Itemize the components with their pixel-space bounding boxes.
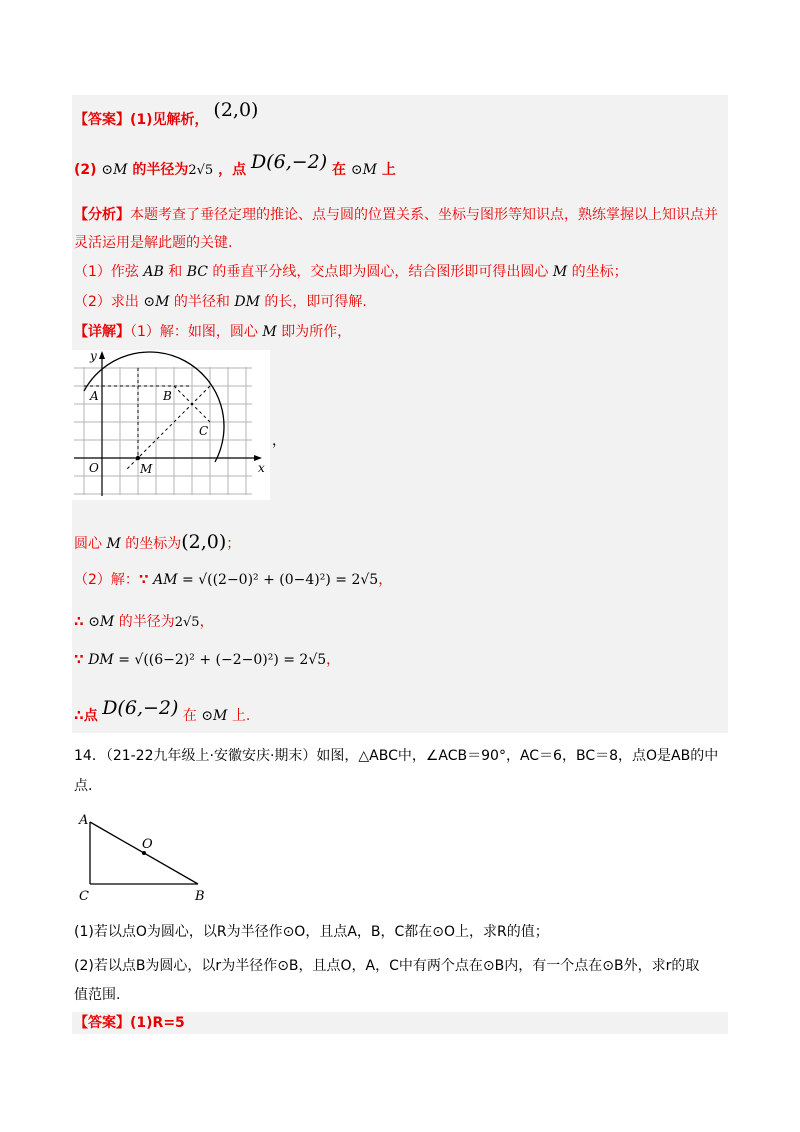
center-point-m — [136, 456, 140, 460]
step1-b: 和 — [168, 264, 183, 280]
label-o: O — [89, 461, 99, 475]
step2-a: （2）求出 — [74, 294, 139, 310]
am-lhs: AM = — [153, 572, 199, 588]
q14-line-1: 14．（21-22九年级上·安徽安庆·期末）如图，△ABC中，∠ACB＝90°，AC＝6，BC＝8，点O是AB的中 — [74, 748, 719, 764]
q14-line-2: 点. — [74, 778, 93, 794]
am-line — [74, 570, 392, 590]
am-expr: √((2−0)² + (0−4)²) = 2√5 — [198, 572, 379, 588]
answer-tag: 【答案】 — [74, 112, 130, 128]
am-end: ， — [378, 572, 393, 588]
analysis-text-2: 灵活运用是解此题的关键. — [74, 235, 233, 251]
detail-text: （1）解：如图，圆心 — [130, 324, 258, 340]
step2-b: 的半径和 — [173, 294, 230, 310]
figure1-trailing: ， — [272, 433, 286, 449]
center-a: 圆心 — [74, 536, 102, 552]
q14-sub2-line-2: 值范围. — [74, 987, 121, 1003]
answer2-end: 上 — [381, 162, 396, 178]
answer2-in: 在 — [332, 162, 347, 178]
answer2-comma: ，点 — [218, 162, 247, 178]
detail-line — [74, 322, 351, 342]
therefore1-circle: ⊙M — [88, 614, 115, 630]
therefore2-in: 在 — [182, 708, 197, 724]
step1-m: M — [552, 264, 568, 280]
am-a: （2）解： — [74, 572, 139, 588]
therefore2-end: 上. — [231, 708, 251, 724]
label-b: B — [163, 389, 172, 403]
step2-line — [74, 292, 367, 312]
analysis-line-1 — [74, 205, 718, 225]
therefore1-b: 的半径为 — [118, 614, 175, 630]
center-m: M — [106, 536, 121, 552]
step1-d: 的坐标； — [571, 264, 628, 280]
answer-part1: (1)见解析， — [130, 112, 209, 128]
detail-tag: 【详解】 — [74, 324, 130, 340]
therefore2-line — [74, 697, 251, 726]
answer2-mid: 的半径为 — [132, 162, 189, 178]
q14-sub2-line-1: (2)若以点B为圆心，以r为半径作⊙B，且点O，A，C中有两个点在⊙B内，有一个点在⊙B外，求r的取 — [74, 958, 700, 974]
analysis-tag: 【分析】 — [74, 207, 130, 223]
label-x: x — [258, 461, 265, 475]
step2-dm: DM — [234, 294, 260, 310]
center-b: 的坐标为 — [125, 536, 182, 552]
step1-line — [74, 262, 628, 282]
answer2-num: (2) — [74, 162, 97, 178]
analysis-text-1: 本题考查了垂径定理的推论、点与圆的位置关系、坐标与图形等知识点，熟练掌握以上知识点并 — [130, 207, 718, 223]
therefore2-point: D(6,−2) — [102, 697, 179, 719]
q14-sub1: (1)若以点O为圆心，以R为半径作⊙O，且点A，B，C都在⊙O上，求R的值； — [74, 924, 549, 940]
therefore1-line — [74, 612, 214, 633]
center-coord: (2,0) — [181, 531, 227, 553]
label-a: A — [90, 389, 99, 403]
dm-lhs: DM = — [88, 652, 135, 668]
therefore2-sym: ∴点 — [74, 708, 98, 724]
therefore1-end: ， — [199, 614, 214, 630]
detail-m: M — [262, 324, 277, 340]
step1-bc: BC — [186, 264, 208, 280]
label-m: M — [140, 462, 153, 476]
step2-circle: ⊙M — [143, 294, 170, 310]
step1-a: （1）作弦 — [74, 264, 139, 280]
final-answer-line — [74, 1013, 185, 1033]
step2-c: 的长，即可得解. — [264, 294, 367, 310]
label-b2: B — [195, 889, 205, 904]
therefore1-sym: ∴ — [74, 614, 84, 630]
dm-end: ， — [326, 652, 341, 668]
center-end: ； — [226, 536, 241, 552]
answer2-circle: ⊙M — [101, 162, 128, 178]
final-answer-text: (1)R=5 — [130, 1015, 185, 1031]
answer-line-1 — [74, 99, 259, 130]
analysis-line-2 — [74, 233, 232, 253]
label-a2: A — [79, 813, 89, 828]
dm-because: ∵ — [74, 652, 84, 668]
therefore2-circle: ⊙M — [201, 708, 228, 724]
am-because: ∵ — [138, 572, 149, 588]
step1-ab: AB — [143, 264, 164, 280]
step1-c: 的垂直平分线，交点即为圆心，结合图形即可得出圆心 — [212, 264, 549, 280]
label-c: C — [199, 424, 209, 438]
answer-coord: (2,0) — [213, 99, 259, 121]
final-answer-tag: 【答案】 — [74, 1015, 130, 1031]
triangle-figure — [74, 810, 224, 906]
answer2-circle2: ⊙M — [350, 162, 377, 178]
label-y: y — [90, 350, 97, 363]
label-o2: O — [142, 837, 153, 852]
answer2-point: D(6,−2) — [250, 151, 328, 173]
answer2-radius: 2√5 — [188, 163, 214, 178]
dm-line — [74, 650, 340, 670]
detail-end: 即为所作， — [281, 324, 352, 340]
answer-line-2 — [74, 151, 396, 181]
center-line — [74, 532, 240, 554]
label-c2: C — [79, 889, 89, 904]
therefore1-radius: 2√5 — [174, 615, 200, 630]
coordinate-grid-figure — [72, 350, 270, 500]
dm-expr: √((6−2)² + (−2−0)²) = 2√5 — [134, 652, 327, 668]
